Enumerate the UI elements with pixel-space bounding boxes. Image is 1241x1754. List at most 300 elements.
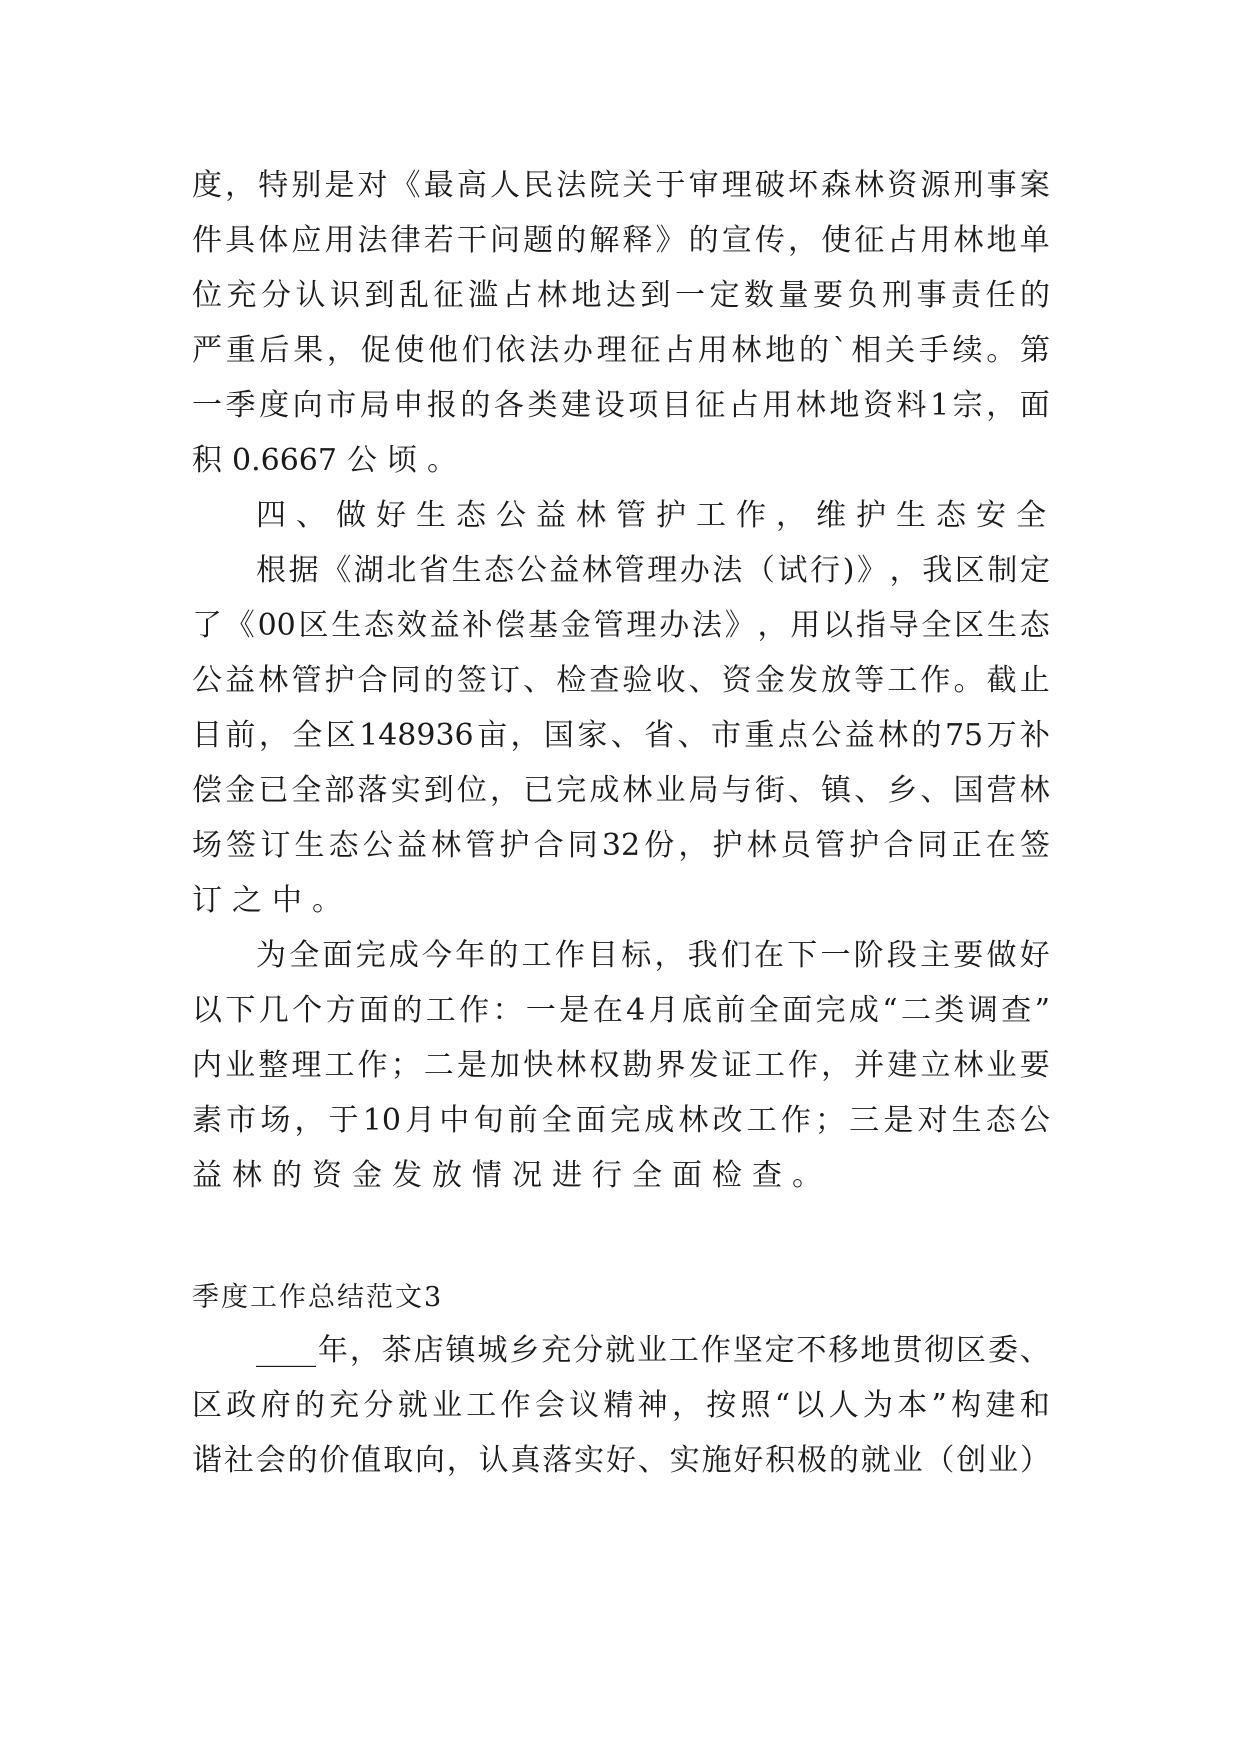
- text-glyph: 认: [295, 278, 326, 313]
- text-glyph: 北: [386, 553, 417, 588]
- text-glyph: 镇: [445, 1333, 476, 1368]
- text-glyph: 、: [787, 773, 818, 808]
- text-glyph: 具: [225, 223, 256, 258]
- text-glyph: 素: [192, 1103, 222, 1138]
- text-glyph: 就: [860, 1443, 891, 1478]
- text-glyph: 做: [986, 938, 1017, 973]
- text-glyph: 区: [954, 553, 985, 588]
- text-glyph: 作: [500, 1388, 531, 1423]
- text-glyph: 公: [362, 828, 393, 863]
- text-glyph: 合: [883, 828, 914, 863]
- text-glyph: 护: [856, 498, 886, 533]
- text-glyph: 乡: [887, 773, 918, 808]
- text-glyph: 前: [225, 718, 256, 753]
- text-glyph: 面: [782, 993, 813, 1028]
- text-glyph: 金: [352, 1158, 382, 1193]
- text-glyph: 移: [828, 1333, 859, 1368]
- text-glyph: 证: [721, 1048, 752, 1083]
- section-four: [192, 488, 1050, 928]
- text-glyph: 社: [223, 1443, 254, 1478]
- text-glyph: 加: [489, 1048, 520, 1083]
- text-glyph: 落: [542, 1443, 573, 1478]
- text-glyph: 作: [459, 993, 490, 1028]
- text-glyph: 结: [337, 1282, 364, 1313]
- text-glyph: 谐: [192, 1443, 222, 1478]
- text-glyph: 为: [862, 1388, 893, 1423]
- text-glyph: 设: [594, 388, 625, 423]
- text-glyph: 阶: [853, 938, 884, 973]
- text-glyph: 的: [556, 223, 587, 258]
- text-glyph: 值: [351, 1443, 382, 1478]
- text-glyph: 员: [780, 828, 811, 863]
- text-glyph: 》: [724, 608, 755, 643]
- text-glyph: ，: [671, 1388, 702, 1423]
- text-glyph: 类: [527, 388, 558, 423]
- text-glyph: 的: [272, 1158, 302, 1193]
- text-glyph: 申: [393, 388, 424, 423]
- text-glyph: 的: [911, 718, 942, 753]
- text-glyph: 二: [901, 993, 932, 1028]
- text-glyph: 全: [289, 938, 320, 973]
- text-glyph: 以: [192, 993, 222, 1028]
- text-glyph: 进: [552, 1158, 582, 1193]
- text-glyph: 一: [525, 993, 556, 1028]
- text-glyph: 特: [258, 168, 289, 203]
- text-glyph: 作: [357, 1048, 388, 1083]
- text-glyph: 林: [953, 1048, 984, 1083]
- text-glyph: 成: [589, 773, 620, 808]
- text-glyph: 工: [425, 993, 456, 1028]
- text-glyph: 别: [291, 168, 322, 203]
- text-glyph: 生: [416, 498, 446, 533]
- text-glyph: 金: [225, 773, 256, 808]
- text-glyph: 好: [1019, 938, 1050, 973]
- text-glyph: 主: [920, 938, 951, 973]
- text-line: [192, 1378, 1050, 1433]
- text-glyph: 益: [225, 663, 256, 698]
- text-glyph: 维: [816, 498, 846, 533]
- text-glyph: 目: [588, 938, 619, 973]
- text-line: [192, 1148, 1050, 1203]
- text-glyph: 中: [439, 1103, 470, 1138]
- text-glyph: 理: [721, 168, 752, 203]
- text-glyph: 镇: [821, 773, 852, 808]
- text-glyph: 作: [736, 498, 766, 533]
- text-glyph: 底: [681, 993, 712, 1028]
- text-glyph: 破: [754, 168, 785, 203]
- text-glyph: 林: [576, 498, 606, 533]
- text-glyph: 宗: [952, 388, 983, 423]
- text-glyph: 地: [986, 223, 1017, 258]
- text-glyph: 《: [390, 168, 421, 203]
- text-glyph: 业: [988, 1443, 1019, 1478]
- text-glyph: ，: [787, 223, 818, 258]
- text-glyph: 中: [272, 883, 302, 918]
- text-glyph: 护: [324, 663, 355, 698]
- text-glyph: 在: [985, 828, 1016, 863]
- text-glyph: 局: [688, 773, 719, 808]
- text-glyph: 们: [461, 333, 492, 368]
- text-glyph: 正: [951, 828, 982, 863]
- text-glyph: 地: [765, 333, 796, 368]
- text-glyph: 按: [706, 1388, 737, 1423]
- text-glyph: 理: [291, 1048, 322, 1083]
- text-glyph: 益: [844, 718, 875, 753]
- text-glyph: 检: [556, 663, 587, 698]
- text-glyph: 《: [224, 608, 255, 643]
- text-glyph: 事: [916, 278, 947, 313]
- text-glyph: 下: [787, 938, 818, 973]
- text-glyph: 《: [321, 553, 352, 588]
- text-glyph: 放: [432, 1158, 462, 1193]
- text-glyph: 行: [592, 1158, 622, 1193]
- text-glyph: 坏: [787, 168, 818, 203]
- text-glyph: ：: [492, 993, 523, 1028]
- text-glyph: 理: [596, 333, 627, 368]
- text-glyph: 工: [324, 1048, 355, 1083]
- text-glyph: 目: [661, 388, 692, 423]
- text-glyph: 街: [754, 773, 785, 808]
- text-glyph: 与: [721, 773, 752, 808]
- text-glyph: 、: [523, 663, 554, 698]
- text-glyph: 面: [1019, 388, 1050, 423]
- text-line: [192, 378, 1050, 433]
- text-glyph: 4: [626, 993, 646, 1028]
- text-glyph: 神: [637, 1388, 668, 1423]
- text-glyph: 和: [1019, 1388, 1050, 1423]
- text-glyph: 对: [917, 1103, 948, 1138]
- text-glyph: ；: [390, 1048, 421, 1083]
- text-glyph: 地: [829, 388, 860, 423]
- text-glyph: 占: [664, 333, 695, 368]
- text-glyph: 生: [331, 608, 362, 643]
- text-glyph: 林: [622, 773, 653, 808]
- text-glyph: 刑: [882, 278, 912, 313]
- text-glyph: 宣: [721, 223, 752, 258]
- text-glyph: 充: [541, 1333, 572, 1368]
- text-glyph: 法: [556, 168, 587, 203]
- text-glyph: 到: [423, 773, 454, 808]
- text-glyph: 就: [397, 1388, 428, 1423]
- text-glyph: 局: [359, 388, 390, 423]
- text-glyph: 精: [603, 1388, 634, 1423]
- text-glyph: 工: [696, 498, 726, 533]
- text-glyph: 放: [821, 663, 852, 698]
- text-glyph: 益: [429, 608, 460, 643]
- text-glyph: 后: [259, 333, 290, 368]
- text-glyph: 管: [465, 828, 496, 863]
- text-glyph: 林: [731, 333, 762, 368]
- text-glyph: 之: [232, 883, 262, 918]
- text-glyph: 公: [1019, 1103, 1050, 1138]
- text-glyph: ，: [225, 168, 256, 203]
- text-glyph: ”: [931, 1388, 947, 1423]
- text-glyph: 、: [854, 773, 885, 808]
- text-glyph: 公: [192, 663, 222, 698]
- text-glyph: 源: [920, 168, 951, 203]
- text-glyph: 定: [709, 278, 740, 313]
- text-glyph: 严: [192, 333, 222, 368]
- text-glyph: 以: [794, 1388, 825, 1423]
- text-line: [192, 653, 1050, 708]
- text-glyph: 管: [815, 828, 845, 863]
- text-glyph: 验: [622, 663, 653, 698]
- text-glyph: 法: [357, 223, 388, 258]
- text-glyph: 分: [363, 1388, 394, 1423]
- text-line: [192, 543, 1050, 598]
- text-glyph: 责: [951, 278, 981, 313]
- text-glyph: 占: [502, 278, 533, 313]
- text-line: [192, 268, 1050, 323]
- text-glyph: 旬: [473, 1103, 504, 1138]
- text-glyph: 已: [258, 773, 289, 808]
- article-3: [192, 1273, 1050, 1488]
- text-glyph: 第: [1019, 333, 1050, 368]
- text-glyph: 全: [632, 1158, 662, 1193]
- text-glyph: 在: [754, 938, 785, 973]
- text-glyph: 季: [192, 1282, 219, 1313]
- text-glyph: 高: [456, 168, 487, 203]
- text-glyph: 75: [944, 718, 984, 753]
- text-glyph: 10: [362, 1103, 401, 1138]
- text-glyph: 滥: [468, 278, 498, 313]
- text-glyph: 续: [952, 333, 983, 368]
- section-continued: [192, 158, 1050, 488]
- text-glyph: ，: [510, 718, 541, 753]
- text-glyph: 发: [688, 1048, 719, 1083]
- text-glyph: 资: [887, 168, 918, 203]
- text-glyph: 00: [257, 608, 296, 643]
- text-glyph: 征: [854, 223, 885, 258]
- text-glyph: 》: [857, 553, 887, 588]
- text-glyph: 金: [754, 663, 785, 698]
- text-glyph: （: [744, 553, 775, 588]
- text-glyph: 月: [648, 993, 679, 1028]
- text-glyph: 管: [616, 498, 646, 533]
- text-glyph: 人: [489, 168, 520, 203]
- text-glyph: 业: [225, 1048, 256, 1083]
- text-glyph: 是: [324, 168, 355, 203]
- text-glyph: 法: [529, 333, 560, 368]
- text-glyph: 导: [888, 608, 919, 643]
- text-glyph: 他: [428, 333, 459, 368]
- text-glyph: ；: [815, 1103, 845, 1138]
- text-glyph: 的: [392, 993, 423, 1028]
- text-glyph: ，: [446, 1443, 477, 1478]
- text-glyph: 林: [678, 1103, 709, 1138]
- text-glyph: 作: [780, 1103, 811, 1138]
- text-glyph: 度: [221, 1282, 248, 1313]
- text-glyph: 国: [543, 718, 574, 753]
- text-glyph: 行: [810, 553, 841, 588]
- text-glyph: 建: [985, 1388, 1016, 1423]
- text-glyph: 。: [986, 333, 1017, 368]
- text-glyph: 好: [376, 498, 406, 533]
- text-line: [192, 598, 1050, 653]
- text-glyph: 是: [456, 1048, 487, 1083]
- text-glyph: 态: [484, 553, 515, 588]
- text-glyph: 单: [1019, 223, 1050, 258]
- text-glyph: 亩: [477, 718, 508, 753]
- text-glyph: 区: [954, 608, 985, 643]
- text-glyph: 用: [324, 223, 355, 258]
- text-glyph: 本: [897, 1388, 928, 1423]
- text-glyph: `: [832, 333, 848, 368]
- text-glyph: 作: [554, 938, 585, 973]
- text-line: [192, 1323, 1050, 1378]
- document-page: [192, 158, 1050, 1488]
- text-glyph: 态: [364, 608, 395, 643]
- text-glyph: 省: [418, 553, 449, 588]
- text-glyph: 3: [424, 1282, 442, 1313]
- text-glyph: 勘: [622, 1048, 653, 1083]
- text-glyph: 律: [390, 223, 421, 258]
- text-glyph: 查: [1001, 993, 1032, 1028]
- text-glyph: 内: [192, 1048, 222, 1083]
- text-glyph: 止: [1019, 663, 1050, 698]
- text-glyph: 家: [577, 718, 608, 753]
- text-glyph: 林: [581, 553, 612, 588]
- text-line: [192, 983, 1050, 1038]
- text-glyph: 部: [324, 773, 355, 808]
- text-line: [192, 158, 1050, 213]
- text-glyph: 护: [712, 828, 743, 863]
- text-glyph: 截: [986, 663, 1017, 698]
- text-glyph: 面: [322, 938, 353, 973]
- text-glyph: 就: [605, 1333, 636, 1368]
- text-glyph: 已: [523, 773, 554, 808]
- text-line: [192, 213, 1050, 268]
- text-glyph: 全: [291, 773, 322, 808]
- text-glyph: 实: [574, 1443, 605, 1478]
- text-glyph: 完: [556, 773, 587, 808]
- text-glyph: 征: [433, 278, 464, 313]
- text-glyph: 的: [294, 1388, 325, 1423]
- text-glyph: 林: [746, 828, 777, 863]
- text-glyph: 场: [260, 1103, 291, 1138]
- text-glyph: ，: [776, 498, 806, 533]
- text-glyph: 、: [637, 1443, 668, 1478]
- text-glyph: 是: [559, 993, 590, 1028]
- text-glyph: 理: [626, 608, 657, 643]
- text-glyph: 方: [325, 993, 356, 1028]
- text-glyph: 补: [1020, 718, 1050, 753]
- text-glyph: 办: [679, 553, 710, 588]
- text-glyph: ，: [326, 333, 357, 368]
- text-glyph: 下: [225, 993, 256, 1028]
- text-glyph: 林: [878, 718, 909, 753]
- text-glyph: 立: [920, 1048, 951, 1083]
- text-glyph: 量: [778, 278, 809, 313]
- text-glyph: ，: [294, 1103, 325, 1138]
- text-glyph: 情: [472, 1158, 502, 1193]
- text-glyph: 使: [821, 223, 852, 258]
- text-glyph: 金: [560, 608, 591, 643]
- text-glyph: 分: [573, 1333, 604, 1368]
- text-glyph: 价: [319, 1443, 350, 1478]
- text-glyph: ，: [678, 828, 709, 863]
- text-glyph: 业: [986, 1048, 1017, 1083]
- text-glyph: 0.6667: [232, 443, 337, 478]
- text-glyph: 面: [358, 993, 389, 1028]
- text-glyph: 释: [622, 223, 653, 258]
- text-glyph: 季: [225, 388, 256, 423]
- text-glyph: 取: [383, 1443, 414, 1478]
- text-glyph: 。: [953, 663, 984, 698]
- text-glyph: ): [842, 553, 855, 588]
- text-glyph: 据: [288, 553, 319, 588]
- text-glyph: 业: [431, 1388, 462, 1423]
- text-glyph: 实: [390, 773, 421, 808]
- text-glyph: 权: [589, 1048, 620, 1083]
- text-glyph: 议: [569, 1388, 600, 1423]
- text-glyph: 管: [593, 608, 624, 643]
- text-glyph: 资: [862, 388, 893, 423]
- text-glyph: ，: [889, 553, 920, 588]
- text-glyph: 负: [847, 278, 878, 313]
- text-glyph: ，: [986, 388, 1017, 423]
- text-glyph: 理: [647, 553, 678, 588]
- text-glyph: 面: [575, 1103, 606, 1138]
- text-glyph: 。: [312, 883, 342, 918]
- text-glyph: 林: [1019, 773, 1050, 808]
- text-glyph: 工: [887, 663, 918, 698]
- text-glyph: 好: [605, 1443, 636, 1478]
- text-glyph: ，: [757, 608, 788, 643]
- text-glyph: 报: [426, 388, 457, 423]
- text-glyph: 检: [712, 1158, 742, 1193]
- text-glyph: 益: [396, 828, 427, 863]
- text-line: [192, 708, 1050, 763]
- text-glyph: 同: [917, 828, 948, 863]
- text-glyph: 要: [813, 278, 843, 313]
- text-glyph: 前: [507, 1103, 538, 1138]
- text-glyph: 营: [986, 773, 1017, 808]
- text-glyph: 坚: [732, 1333, 763, 1368]
- text-glyph: 生: [896, 498, 926, 533]
- text-glyph: 占: [728, 388, 759, 423]
- text-glyph: 快: [523, 1048, 554, 1083]
- text-glyph: 到: [364, 278, 395, 313]
- text-glyph: 发: [392, 1158, 422, 1193]
- text-glyph: 重: [225, 333, 256, 368]
- text-glyph: 订: [260, 828, 291, 863]
- text-glyph: 指: [855, 608, 886, 643]
- text-glyph: 林: [953, 223, 984, 258]
- text-glyph: 好: [733, 1443, 764, 1478]
- text-glyph: 政: [226, 1388, 257, 1423]
- text-glyph: 生: [986, 608, 1017, 643]
- text-glyph: ____: [256, 1333, 316, 1368]
- text-line: [192, 1093, 1050, 1148]
- text-glyph: 会: [534, 1388, 565, 1423]
- text-glyph: 林: [795, 388, 826, 423]
- text-glyph: 建: [561, 388, 592, 423]
- text-glyph: 界: [655, 1048, 686, 1083]
- text-glyph: 二: [423, 1048, 454, 1083]
- text-glyph: 全: [748, 993, 779, 1028]
- text-glyph: 的: [798, 333, 829, 368]
- text-glyph: 店: [413, 1333, 444, 1368]
- text-glyph: 制: [987, 553, 1018, 588]
- text-glyph: 我: [687, 938, 718, 973]
- text-glyph: 做: [336, 498, 366, 533]
- text-glyph: 148936: [359, 718, 474, 753]
- text-glyph: 完: [355, 938, 386, 973]
- text-glyph: 益: [192, 1158, 222, 1193]
- text-glyph: 民: [523, 168, 554, 203]
- text-line: [192, 763, 1050, 818]
